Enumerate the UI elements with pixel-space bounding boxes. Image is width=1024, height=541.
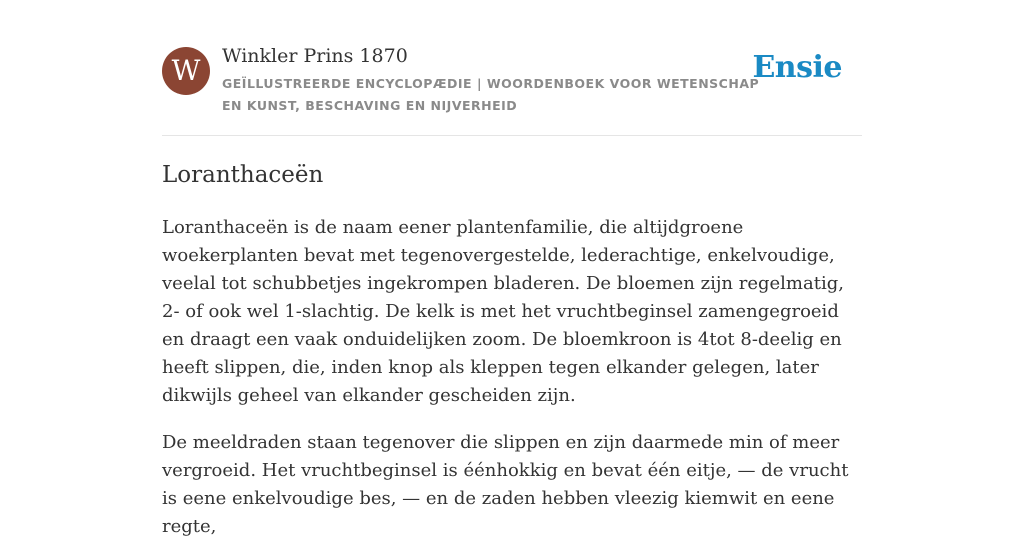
article [162,160,862,541]
source-header [162,0,862,136]
article-title: Loranthaceën [162,162,324,188]
article-paragraph: De meeldraden staan tegenover die slippen en zijn daarmede min of meer vergroeid. Het vruchtbeginsel is éénhokkig en bevat één eitje, — de vrucht is eene enkelvoudige bes, — en de zaden hebben vleezig kiemwit en eene regte, [162,432,849,537]
source-subtitle: GEÏLLUSTREERDE ENCYCLOPÆDIE | WOORDENBOEK VOOR WETENSCHAP EN KUNST, BESCHAVING EN NIJVERHEID [222,76,760,113]
source-title[interactable]: Winkler Prins 1870 [222,45,408,67]
article-paragraph: Loranthaceën is de naam eener plantenfamilie, die altijdgroene woekerplanten bevat met tegenovergestelde, lederachtige, enkelvoudige, veelal tot schubbetjes ingekrompen bladeren. De bloemen zijn regelmatig, 2- of ook wel 1-slachtig. De kelk is met het vruchtbeginsel zamengegroeid en draagt een vaak onduidelijken zoom. De bloemkroon is 4tot 8-deelig en heeft slippen, die, inden knop als kleppen tegen elkander gelegen, later dikwijls geheel van elkander gescheiden zijn. [162,217,844,406]
content-column [162,0,862,541]
brand-logo-link[interactable]: Ensie [752,50,842,85]
source-avatar[interactable]: W [162,47,210,95]
